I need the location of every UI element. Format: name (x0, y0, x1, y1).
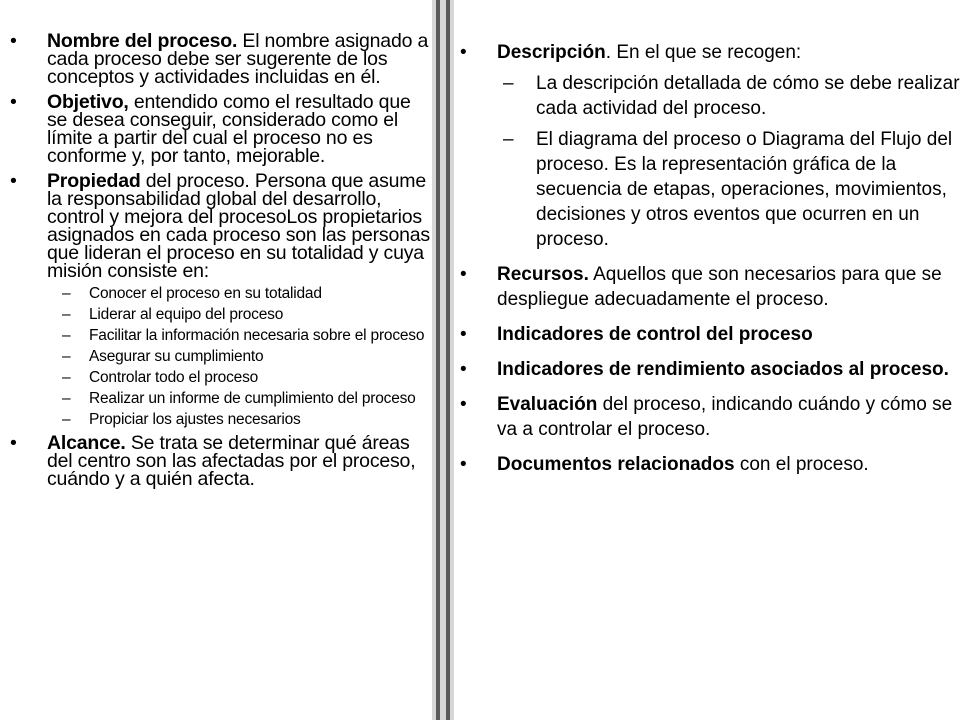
left-bullet-list (0, 32, 432, 488)
sub-item: – Realizar un informe de cumplimiento del proceso (47, 391, 432, 406)
sub-item: – Propiciar los ajustes necesarios (47, 412, 432, 427)
bullet-documentos: • Documentos relacionados con el proceso. (454, 452, 960, 477)
bullet-descripcion: • Descripción. En el que se recogen: – La descripción detallada de cómo se debe realizar cada actividad del proceso. – El diagrama del proceso o Diagrama del Flujo del proceso. Es la representación gráfica de la secuencia de etapas, operaciones, movimientos, decisiones y otros eventos que ocurren en un proceso. (454, 40, 960, 252)
bullet-nombre: • Nombre del proceso. El nombre asignado a cada proceso debe ser sugerente de los conceptos y actividades incluidas en él. (0, 32, 432, 86)
bullet-alcance: • Alcance. Se trata se determinar qué áreas del centro son las afectadas por el proceso, cuándo y a quién afecta. (0, 434, 432, 488)
sub-item: – La descripción detallada de cómo se debe realizar cada actividad del proceso. (497, 71, 960, 121)
bullet-propiedad: • Propiedad del proceso. Persona que asume la responsabilidad global del desarrollo, control y mejora del procesoLos propietarios asignados en cada proceso son las personas que lideran el proceso en su totalidad y cuya misión consiste en: – Conocer el proceso en su totalidad – Liderar al equipo del proceso – Facilitar la información necesaria sobre el proceso – Asegurar su cumplimiento – Controlar todo el proceso – Realizar un informe de cumplimiento del proceso – Propiciar los ajustes necesarios (0, 172, 432, 427)
sub-item: – Controlar todo el proceso (47, 370, 432, 385)
descripcion-sublist (497, 71, 960, 252)
sub-item: – Facilitar la información necesaria sobre el proceso (47, 328, 432, 343)
propiedad-sublist (47, 286, 432, 427)
right-column (454, 40, 960, 487)
bullet-evaluacion: • Evaluación del proceso, indicando cuándo y cómo se va a controlar el proceso. (454, 392, 960, 442)
bullet-indicadores-rendimiento: • Indicadores de rendimiento asociados al proceso. (454, 357, 960, 382)
sub-item: – El diagrama del proceso o Diagrama del Flujo del proceso. Es la representación gráfica de la secuencia de etapas, operaciones, movimientos, decisiones y otros eventos que ocurren en un proceso. (497, 127, 960, 252)
right-bullet-list (454, 40, 960, 477)
left-column (0, 32, 432, 495)
bullet-recursos: • Recursos. Aquellos que son necesarios para que se despliegue adecuadamente el proceso. (454, 262, 960, 312)
column-divider-line-right (446, 0, 450, 720)
bullet-indicadores-control: • Indicadores de control del proceso (454, 322, 960, 347)
sub-item: – Liderar al equipo del proceso (47, 307, 432, 322)
bullet-objetivo: • Objetivo, entendido como el resultado que se desea conseguir, considerado como el límite a partir del cual el proceso no es conforme y, por tanto, mejorable. (0, 93, 432, 165)
sub-item: – Conocer el proceso en su totalidad (47, 286, 432, 301)
column-divider-line-left (436, 0, 440, 720)
sub-item: – Asegurar su cumplimiento (47, 349, 432, 364)
